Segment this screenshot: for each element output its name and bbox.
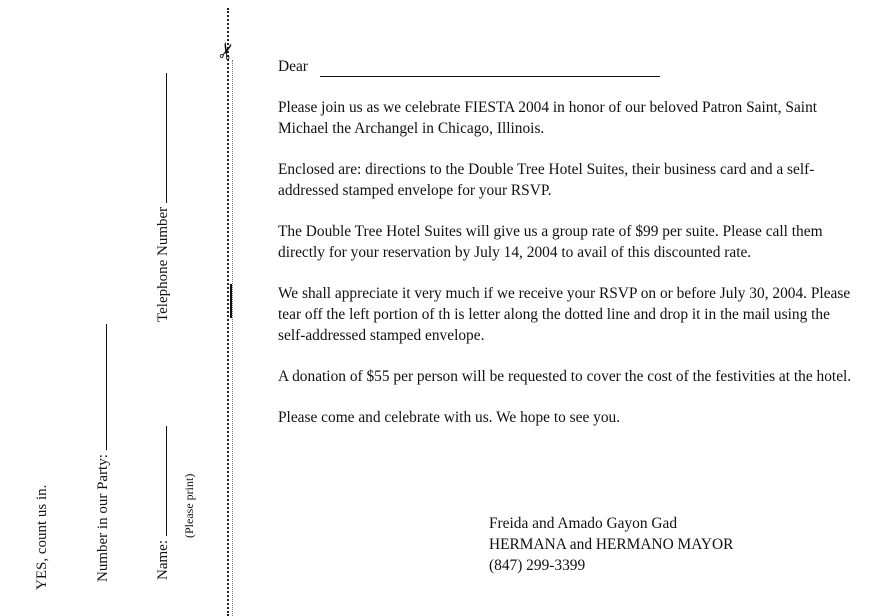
tear-off-dotted-line <box>227 8 229 616</box>
rsvp-phone-blank <box>154 73 167 203</box>
rsvp-party-field <box>94 324 111 582</box>
rsvp-phone-field <box>154 73 171 322</box>
signature-block <box>489 513 733 576</box>
signature-titles: HERMANA and HERMANO MAYOR <box>489 536 734 553</box>
paragraph-enclosures: Enclosed are: directions to the Double Tree Hotel Suites, their business card and a self-addressed stamped envelope for your RSVP. <box>278 161 815 199</box>
paragraph-closing: Please come and celebrate with us. We hope to see you. <box>278 409 621 426</box>
salutation <box>278 55 858 77</box>
rsvp-name-field <box>154 426 171 580</box>
rsvp-phone-label: Telephone Number <box>155 206 171 322</box>
salutation-word: Dear <box>278 58 308 75</box>
tear-off-dotted-line-faint <box>232 60 233 616</box>
paragraph-rsvp: We shall appreciate it very much if we receive your RSVP on or before July 30, 2004. Please tear off the left portion of th is letter along the dotted line and drop it in the mail using the self-addressed stamped envelope. <box>278 285 851 344</box>
paragraph-invitation: Please join us as we celebrate FIESTA 2004 in honor of our beloved Patron Saint, Saint Michael the Archangel in Chicago, Illinois. <box>278 99 818 137</box>
signature-names: Freida and Amado Gayon Gad <box>489 515 678 532</box>
rsvp-name-blank <box>154 426 167 536</box>
paragraph-donation: A donation of $55 per person will be requested to cover the cost of the festivities at the hotel. <box>278 368 852 385</box>
rsvp-print-note: (Please print) <box>182 473 196 538</box>
rsvp-name-label: Name: <box>155 540 171 580</box>
signature-phone: (847) 299-3399 <box>489 557 586 574</box>
paragraph-hotel-rate: The Double Tree Hotel Suites will give us a group rate of $99 per suite. Please call them directly for your reservation by July 14, 2004 to avail of this discounted rate. <box>278 223 823 261</box>
letter-body <box>278 55 858 448</box>
recipient-name-blank <box>320 62 660 77</box>
scissors-icon: ✂ <box>212 38 242 64</box>
rsvp-party-label: Number in our Party: <box>95 454 111 582</box>
tear-line-mark <box>230 284 232 318</box>
rsvp-yes-label: YES, count us in. <box>34 484 50 590</box>
rsvp-party-blank <box>94 324 107 450</box>
